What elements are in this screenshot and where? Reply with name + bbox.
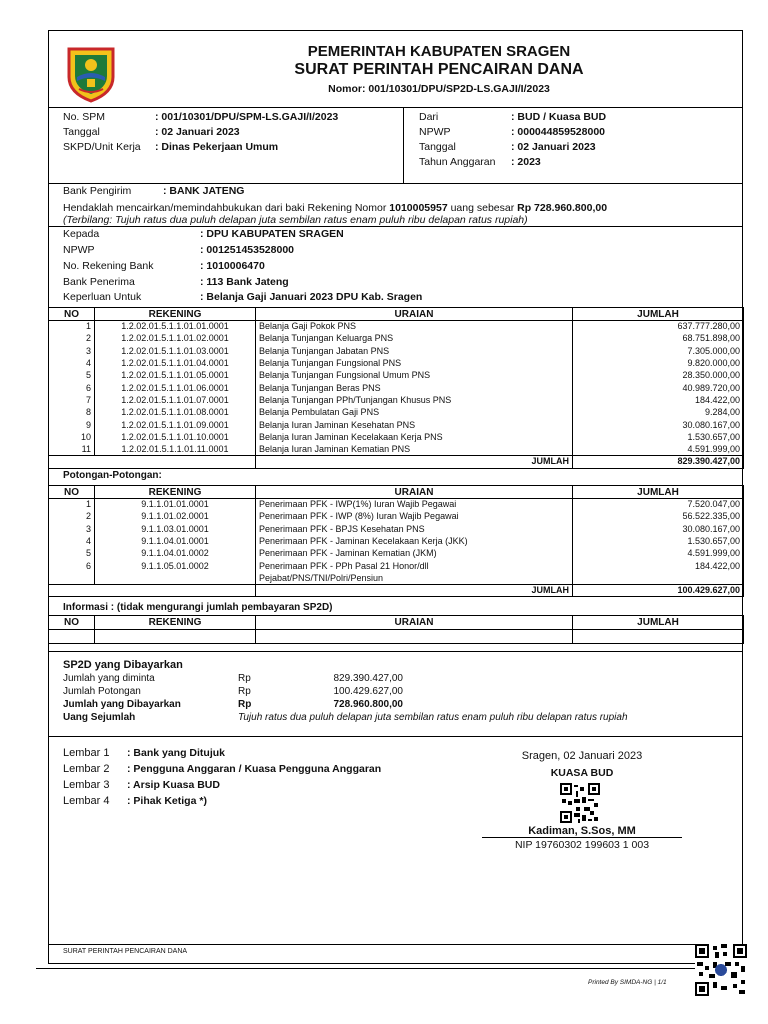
col-no: NO bbox=[49, 308, 95, 321]
tahun-anggaran-value: : 2023 bbox=[511, 156, 541, 168]
row-uraian: Belanja Tunjangan Fungsional Umum PNS bbox=[256, 370, 573, 382]
row-no: 11 bbox=[49, 443, 95, 455]
row-no: 3 bbox=[49, 523, 95, 535]
lembar-value: : Pihak Ketiga *) bbox=[127, 795, 207, 807]
signature-qr-code bbox=[560, 783, 600, 823]
sp2d-row-value: 829.390.427,00 bbox=[333, 673, 403, 684]
footer-rule bbox=[36, 968, 744, 969]
row-uraian: Belanja Tunjangan Beras PNS bbox=[256, 382, 573, 394]
table-row bbox=[49, 419, 744, 431]
row-jumlah: 9.284,00 bbox=[573, 407, 744, 419]
row-jumlah: 4.591.999,00 bbox=[573, 548, 744, 560]
table-row bbox=[49, 407, 744, 419]
row-rekening: 9.1.1.04.01.0002 bbox=[95, 548, 256, 560]
sp2d-row-label: Jumlah Potongan bbox=[63, 686, 141, 697]
table-row bbox=[49, 382, 744, 394]
sp2d-row-value: 728.960.800,00 bbox=[333, 699, 403, 710]
row-rekening: 1.2.02.01.5.1.1.01.03.0001 bbox=[95, 345, 256, 357]
row-uraian: Belanja Tunjangan Jabatan PNS bbox=[256, 345, 573, 357]
table-header-row bbox=[49, 308, 744, 321]
col-uraian: URAIAN bbox=[256, 616, 573, 630]
row-uraian: Belanja Gaji Pokok PNS bbox=[256, 321, 573, 333]
table-header-row bbox=[49, 616, 744, 630]
keperluan-value: : Belanja Gaji Januari 2023 DPU Kab. Sragen bbox=[200, 291, 423, 303]
kepada-value: : DPU KABUPATEN SRAGEN bbox=[200, 228, 344, 240]
header-nomor: Nomor: 001/10301/DPU/SP2D-LS.GAJI/I/2023 bbox=[328, 83, 550, 95]
potongan-total-row bbox=[49, 585, 744, 597]
col-no: NO bbox=[49, 486, 95, 499]
row-rekening: 1.2.02.01.5.1.1.01.04.0001 bbox=[95, 357, 256, 369]
sp2d-row-currency: Rp bbox=[238, 673, 251, 684]
table-row bbox=[49, 443, 744, 455]
table-header-row bbox=[49, 486, 744, 499]
row-uraian: Penerimaan PFK - IWP (8%) Iuran Wajib Pegawai bbox=[256, 511, 573, 523]
potongan-total-label: JUMLAH bbox=[256, 585, 573, 597]
dari-value: : BUD / Kuasa BUD bbox=[511, 111, 607, 123]
order-rekening: 1010005957 bbox=[389, 202, 448, 214]
lembar-label: Lembar 1 bbox=[63, 747, 110, 759]
row-jumlah: 184.422,00 bbox=[573, 394, 744, 406]
row-jumlah: 30.080.167,00 bbox=[573, 523, 744, 535]
row-jumlah: 184.422,00 bbox=[573, 560, 744, 572]
row-jumlah: 9.820.000,00 bbox=[573, 357, 744, 369]
divider bbox=[49, 651, 742, 652]
row-no: 3 bbox=[49, 345, 95, 357]
bank-penerima-value: : 113 Bank Jateng bbox=[200, 276, 289, 288]
document-frame bbox=[48, 30, 743, 964]
col-rekening: REKENING bbox=[95, 616, 256, 630]
divider bbox=[49, 107, 742, 108]
skpd-value: : Dinas Pekerjaan Umum bbox=[155, 141, 279, 153]
npwp-value: : 001251453528000 bbox=[200, 244, 295, 256]
row-no: 4 bbox=[49, 535, 95, 547]
divider bbox=[49, 226, 742, 227]
signature-role: KUASA BUD bbox=[550, 767, 614, 779]
row-no: 9 bbox=[49, 419, 95, 431]
table-row bbox=[49, 321, 744, 333]
divider bbox=[403, 107, 404, 183]
lembar-label: Lembar 2 bbox=[63, 763, 110, 775]
order-amount: Rp 728.960.800,00 bbox=[517, 202, 608, 214]
table-row bbox=[49, 548, 744, 560]
row-no: 8 bbox=[49, 407, 95, 419]
footer-qr-code bbox=[695, 944, 747, 996]
row-uraian: Belanja Tunjangan PPh/Tunjangan Khusus PNS bbox=[256, 394, 573, 406]
informasi-table bbox=[48, 615, 744, 644]
table-row bbox=[49, 357, 744, 369]
kabupaten-logo bbox=[65, 43, 117, 103]
table-row bbox=[49, 370, 744, 382]
skpd-label: SKPD/Unit Kerja bbox=[63, 141, 141, 153]
bank-penerima-label: Bank Penerima bbox=[63, 276, 135, 288]
tanggal-value: : 02 Januari 2023 bbox=[511, 141, 596, 153]
table-row bbox=[49, 535, 744, 547]
table-row bbox=[49, 523, 744, 535]
row-uraian: Belanja Pembulatan Gaji PNS bbox=[256, 407, 573, 419]
tahun-anggaran-label: Tahun Anggaran bbox=[419, 156, 496, 168]
row-no: 5 bbox=[49, 370, 95, 382]
row-rekening: 1.2.02.01.5.1.1.01.01.0001 bbox=[95, 321, 256, 333]
sp2d-row-value: 100.429.627,00 bbox=[333, 686, 403, 697]
footer-printed-by: Printed By SIMDA-NG | 1/1 bbox=[588, 979, 667, 986]
row-uraian: Penerimaan PFK - Jaminan Kematian (JKM) bbox=[256, 548, 573, 560]
header-title-government: PEMERINTAH KABUPATEN SRAGEN bbox=[307, 43, 571, 60]
row-no: 4 bbox=[49, 357, 95, 369]
col-jumlah: JUMLAH bbox=[573, 308, 744, 321]
keperluan-label: Keperluan Untuk bbox=[63, 291, 142, 303]
row-jumlah: 56.522.335,00 bbox=[573, 511, 744, 523]
divider bbox=[49, 736, 742, 737]
row-rekening: 1.2.02.01.5.1.1.01.08.0001 bbox=[95, 407, 256, 419]
header-title-document: SURAT PERINTAH PENCAIRAN DANA bbox=[294, 61, 584, 78]
signature-name: Kadiman, S.Sos, MM bbox=[528, 825, 636, 837]
col-rekening: REKENING bbox=[95, 308, 256, 321]
row-jumlah: 28.350.000,00 bbox=[573, 370, 744, 382]
row-rekening: 9.1.1.01.02.0001 bbox=[95, 511, 256, 523]
no-spm-value: : 001/10301/DPU/SPM-LS.GAJI/I/2023 bbox=[155, 111, 339, 123]
sp2d-row-label: Jumlah yang Dibayarkan bbox=[63, 699, 181, 710]
row-jumlah: 40.989.720,00 bbox=[573, 382, 744, 394]
row-rekening: 1.2.02.01.5.1.1.01.09.0001 bbox=[95, 419, 256, 431]
belanja-rows bbox=[49, 321, 744, 456]
row-jumlah: 30.080.167,00 bbox=[573, 419, 744, 431]
row-uraian: Penerimaan PFK - PPh Pasal 21 Honor/dll bbox=[256, 560, 573, 572]
no-spm-label: No. SPM bbox=[63, 111, 106, 123]
signature-place-date: Sragen, 02 Januari 2023 bbox=[521, 750, 643, 762]
order-terbilang: (Terbilang: Tujuh ratus dua puluh delapan juta sembilan ratus enam puluh ribu delapan ratus rupiah) bbox=[63, 214, 528, 226]
lembar-label: Lembar 3 bbox=[63, 779, 110, 791]
row-no: 10 bbox=[49, 431, 95, 443]
potongan-total-value: 100.429.627,00 bbox=[573, 585, 744, 597]
table-row bbox=[49, 499, 744, 511]
divider bbox=[49, 944, 742, 945]
row-rekening: 9.1.1.03.01.0001 bbox=[95, 523, 256, 535]
table-row bbox=[49, 394, 744, 406]
table-row bbox=[49, 630, 744, 644]
row-uraian: Penerimaan PFK - Jaminan Kecelakaan Kerja (JKK) bbox=[256, 535, 573, 547]
row-rekening: 1.2.02.01.5.1.1.01.07.0001 bbox=[95, 394, 256, 406]
tanggal-label: Tanggal bbox=[419, 141, 456, 153]
table-row bbox=[49, 511, 744, 523]
col-jumlah: JUMLAH bbox=[573, 616, 744, 630]
table-row bbox=[49, 560, 744, 572]
potongan-title: Potongan-Potongan: bbox=[63, 470, 162, 481]
tanggal-spm-value: : 02 Januari 2023 bbox=[155, 126, 240, 138]
informasi-title: Informasi : (tidak mengurangi jumlah pembayaran SP2D) bbox=[63, 602, 333, 613]
row-no: 2 bbox=[49, 511, 95, 523]
tanggal-spm-label: Tanggal bbox=[63, 126, 100, 138]
row-uraian: Belanja Tunjangan Fungsional PNS bbox=[256, 357, 573, 369]
col-no: NO bbox=[49, 616, 95, 630]
uang-sejumlah-label: Uang Sejumlah bbox=[63, 712, 136, 723]
belanja-total-value: 829.390.427,00 bbox=[573, 456, 744, 468]
row-no: 6 bbox=[49, 560, 95, 572]
npwp-bud-label: NPWP bbox=[419, 126, 451, 138]
footer-doc-label: SURAT PERINTAH PENCAIRAN DANA bbox=[63, 948, 188, 955]
signature-nip: NIP 19760302 199603 1 003 bbox=[514, 839, 650, 851]
row-rekening: 1.2.02.01.5.1.1.01.10.0001 bbox=[95, 431, 256, 443]
rekening-bank-value: : 1010006470 bbox=[200, 260, 265, 272]
bank-pengirim-value: : BANK JATENG bbox=[163, 185, 245, 197]
npwp-bud-value: : 000044859528000 bbox=[511, 126, 606, 138]
table-row bbox=[49, 333, 744, 345]
belanja-table bbox=[48, 307, 744, 469]
belanja-total-row bbox=[49, 456, 744, 468]
row-uraian: Pejabat/PNS/TNI/Polri/Pensiun bbox=[256, 572, 573, 584]
row-uraian: Penerimaan PFK - IWP(1%) Iuran Wajib Pegawai bbox=[256, 499, 573, 511]
npwp-label: NPWP bbox=[63, 244, 95, 256]
potongan-rows bbox=[49, 499, 744, 585]
row-rekening: 1.2.02.01.5.1.1.01.06.0001 bbox=[95, 382, 256, 394]
lembar-value: : Arsip Kuasa BUD bbox=[127, 779, 220, 791]
col-uraian: URAIAN bbox=[256, 486, 573, 499]
row-jumlah: 637.777.280,00 bbox=[573, 321, 744, 333]
kepada-label: Kepada bbox=[63, 228, 100, 240]
row-no: 2 bbox=[49, 333, 95, 345]
bank-pengirim-label: Bank Pengirim bbox=[63, 185, 132, 197]
table-row bbox=[49, 345, 744, 357]
row-uraian: Belanja Iuran Jaminan Kesehatan PNS bbox=[256, 419, 573, 431]
row-no: 7 bbox=[49, 394, 95, 406]
lembar-label: Lembar 4 bbox=[63, 795, 110, 807]
uang-sejumlah-value: Tujuh ratus dua puluh delapan juta sembilan ratus enam puluh ribu delapan ratus rupiah bbox=[238, 712, 628, 723]
row-jumlah: 1.530.657,00 bbox=[573, 535, 744, 547]
lembar-value: : Bank yang Ditujuk bbox=[127, 747, 226, 759]
row-rekening: 9.1.1.04.01.0001 bbox=[95, 535, 256, 547]
belanja-total-label: JUMLAH bbox=[256, 456, 573, 468]
row-rekening: 9.1.1.05.01.0002 bbox=[95, 560, 256, 572]
row-no: 1 bbox=[49, 499, 95, 511]
lembar-value: : Pengguna Anggaran / Kuasa Pengguna Anggaran bbox=[127, 763, 382, 775]
row-jumlah bbox=[573, 572, 744, 584]
potongan-table bbox=[48, 485, 744, 597]
order-text: Hendaklah mencairkan/memindahbukukan dari baki Rekening Nomor bbox=[63, 202, 390, 214]
col-uraian: URAIAN bbox=[256, 308, 573, 321]
order-text: uang sebesar bbox=[447, 202, 518, 214]
row-uraian: Penerimaan PFK - BPJS Kesehatan PNS bbox=[256, 523, 573, 535]
divider bbox=[49, 183, 742, 184]
row-jumlah: 4.591.999,00 bbox=[573, 443, 744, 455]
row-no bbox=[49, 572, 95, 584]
rekening-bank-label: No. Rekening Bank bbox=[63, 260, 154, 272]
row-jumlah: 68.751.898,00 bbox=[573, 333, 744, 345]
row-uraian: Belanja Iuran Jaminan Kematian PNS bbox=[256, 443, 573, 455]
row-no: 1 bbox=[49, 321, 95, 333]
dari-label: Dari bbox=[419, 111, 439, 123]
row-uraian: Belanja Tunjangan Keluarga PNS bbox=[256, 333, 573, 345]
sp2d-row-currency: Rp bbox=[238, 686, 251, 697]
col-jumlah: JUMLAH bbox=[573, 486, 744, 499]
sp2d-row-currency: Rp bbox=[238, 699, 252, 710]
row-rekening: 9.1.1.01.01.0001 bbox=[95, 499, 256, 511]
row-rekening bbox=[95, 572, 256, 584]
row-rekening: 1.2.02.01.5.1.1.01.11.0001 bbox=[95, 443, 256, 455]
table-row bbox=[49, 431, 744, 443]
row-jumlah: 1.530.657,00 bbox=[573, 431, 744, 443]
table-row bbox=[49, 572, 744, 584]
col-rekening: REKENING bbox=[95, 486, 256, 499]
row-uraian: Belanja Iuran Jaminan Kecelakaan Kerja PNS bbox=[256, 431, 573, 443]
row-rekening: 1.2.02.01.5.1.1.01.02.0001 bbox=[95, 333, 256, 345]
row-no: 5 bbox=[49, 548, 95, 560]
sp2d-row-label: Jumlah yang diminta bbox=[63, 673, 155, 684]
row-jumlah: 7.305.000,00 bbox=[573, 345, 744, 357]
signature-underline bbox=[482, 837, 682, 838]
row-rekening: 1.2.02.01.5.1.1.01.05.0001 bbox=[95, 370, 256, 382]
sp2d-title: SP2D yang Dibayarkan bbox=[63, 659, 183, 671]
row-no: 6 bbox=[49, 382, 95, 394]
order-statement bbox=[63, 202, 607, 214]
row-jumlah: 7.520.047,00 bbox=[573, 499, 744, 511]
